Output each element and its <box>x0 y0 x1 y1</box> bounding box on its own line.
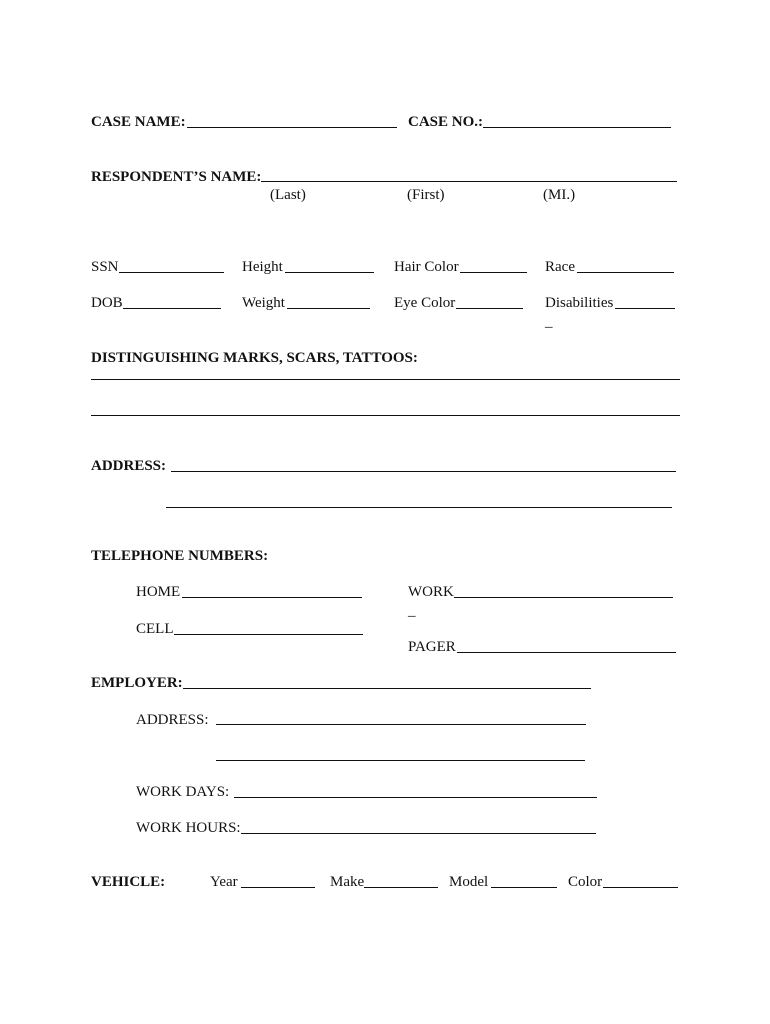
height-field[interactable] <box>285 272 374 273</box>
vehicle-label: VEHICLE: <box>91 874 166 890</box>
address-line-2[interactable] <box>166 507 672 508</box>
work-phone-continuation: _ <box>408 603 416 619</box>
last-name-caption: (Last) <box>270 187 306 203</box>
employer-label: EMPLOYER: <box>91 675 183 691</box>
weight-field[interactable] <box>287 308 370 309</box>
distinguishing-marks-label: DISTINGUISHING MARKS, SCARS, TATTOOS: <box>91 350 418 366</box>
vehicle-make-field[interactable] <box>364 887 438 888</box>
height-label: Height <box>242 259 283 275</box>
first-name-caption: (First) <box>407 187 445 203</box>
work-hours-label: WORK HOURS: <box>136 820 241 836</box>
ssn-label: SSN <box>91 259 119 275</box>
address-label: ADDRESS: <box>91 458 167 474</box>
pager-label: PAGER <box>408 639 456 655</box>
work-phone-field[interactable] <box>454 597 673 598</box>
ssn-field[interactable] <box>119 272 224 273</box>
respondent-name-field[interactable] <box>261 181 677 182</box>
middle-initial-caption: (MI.) <box>543 187 576 203</box>
vehicle-color-field[interactable] <box>603 887 678 888</box>
home-phone-field[interactable] <box>182 597 362 598</box>
vehicle-model-field[interactable] <box>491 887 557 888</box>
pager-field[interactable] <box>457 652 676 653</box>
hair-color-field[interactable] <box>460 272 527 273</box>
vehicle-year-field[interactable] <box>241 887 315 888</box>
work-phone-label: WORK <box>408 584 454 600</box>
employer-address-line-2[interactable] <box>216 760 585 761</box>
vehicle-color-label: Color <box>568 874 603 890</box>
race-label: Race <box>545 259 575 275</box>
case-name-label: CASE NAME: <box>91 114 186 130</box>
home-phone-label: HOME <box>136 584 181 600</box>
address-line-1[interactable] <box>171 471 676 472</box>
marks-line-1[interactable] <box>91 379 680 380</box>
employer-field[interactable] <box>183 688 591 689</box>
hair-color-label: Hair Color <box>394 259 459 275</box>
marks-line-2[interactable] <box>91 415 680 416</box>
vehicle-year-label: Year <box>210 874 238 890</box>
cell-phone-field[interactable] <box>174 634 363 635</box>
vehicle-make-label: Make <box>330 874 365 890</box>
disabilities-continuation: _ <box>545 314 553 330</box>
race-field[interactable] <box>577 272 674 273</box>
cell-phone-label: CELL <box>136 621 174 637</box>
case-no-field[interactable] <box>483 127 671 128</box>
eye-color-label: Eye Color <box>394 295 456 311</box>
telephone-numbers-label: TELEPHONE NUMBERS: <box>91 548 269 564</box>
work-days-label: WORK DAYS: <box>136 784 230 800</box>
employer-address-line-1[interactable] <box>216 724 586 725</box>
case-name-field[interactable] <box>187 127 397 128</box>
dob-label: DOB <box>91 295 123 311</box>
work-days-field[interactable] <box>234 797 597 798</box>
vehicle-model-label: Model <box>449 874 489 890</box>
employer-address-label: ADDRESS: <box>136 712 209 728</box>
weight-label: Weight <box>242 295 285 311</box>
eye-color-field[interactable] <box>456 308 523 309</box>
case-no-label: CASE NO.: <box>408 114 484 130</box>
disabilities-label: Disabilities <box>545 295 614 311</box>
disabilities-field[interactable] <box>615 308 675 309</box>
work-hours-field[interactable] <box>241 833 596 834</box>
respondent-name-label: RESPONDENT’S NAME: <box>91 169 262 185</box>
dob-field[interactable] <box>123 308 221 309</box>
